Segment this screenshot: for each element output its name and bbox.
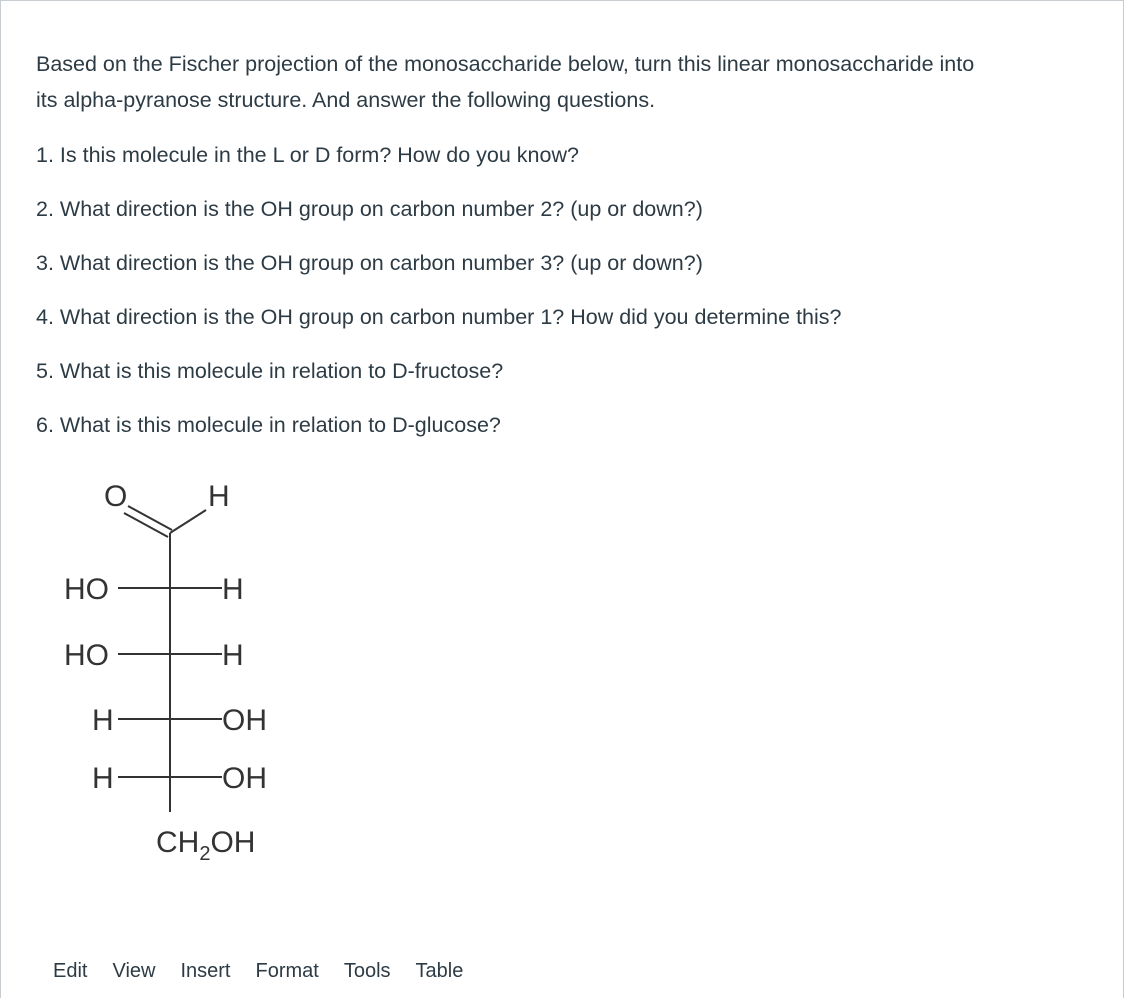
carbon-4-right: OH [222,704,267,737]
carbon-3-right: H [222,639,244,672]
menu-table[interactable]: Table [415,960,464,982]
ch2oh-tail: OH [210,826,256,859]
ch2oh-subscript: 2 [199,843,211,865]
fischer-projection [56,470,316,870]
question-item-6: 6. What is this molecule in relation to D-glucose? [36,413,501,437]
question-item-2: 2. What direction is the OH group on carbon number 2? (up or down?) [36,197,703,221]
menu-insert[interactable]: Insert [180,960,231,982]
menu-tools[interactable]: Tools [343,960,391,982]
fischer-projection-svg [56,470,316,870]
terminal-ch2oh [156,826,255,865]
intro-line-2: its alpha-pyranose structure. And answer the following questions. [36,88,656,112]
carbon-2-left: HO [64,573,109,606]
aldehyde-h-bond [170,510,206,533]
question-item-5: 5. What is this molecule in relation to D-fructose? [36,359,504,383]
question-item-4: 4. What direction is the OH group on carbon number 1? How did you determine this? [36,305,842,329]
carbon-2-right: H [222,573,244,606]
carbonyl-oxygen: O [104,480,128,513]
menu-view[interactable]: View [112,960,156,982]
intro-line-1: Based on the Fischer projection of the monosaccharide below, turn this linear monosaccharide into [36,52,975,76]
aldehyde-hydrogen: H [208,480,230,513]
menu-format[interactable]: Format [255,960,319,982]
menu-edit[interactable]: Edit [53,960,88,982]
question-intro [36,46,1096,118]
carbon-4-left: H [92,704,114,737]
carbon-3-left: HO [64,639,109,672]
editor-menubar [53,958,488,984]
carbon-5-left: H [92,762,114,795]
ch2oh-main: CH [156,826,200,859]
carbon-5-right: OH [222,762,267,795]
question-content [36,46,1096,437]
question-item-1: 1. Is this molecule in the L or D form? How do you know? [36,143,579,167]
question-item-3: 3. What direction is the OH group on carbon number 3? (up or down?) [36,251,703,275]
